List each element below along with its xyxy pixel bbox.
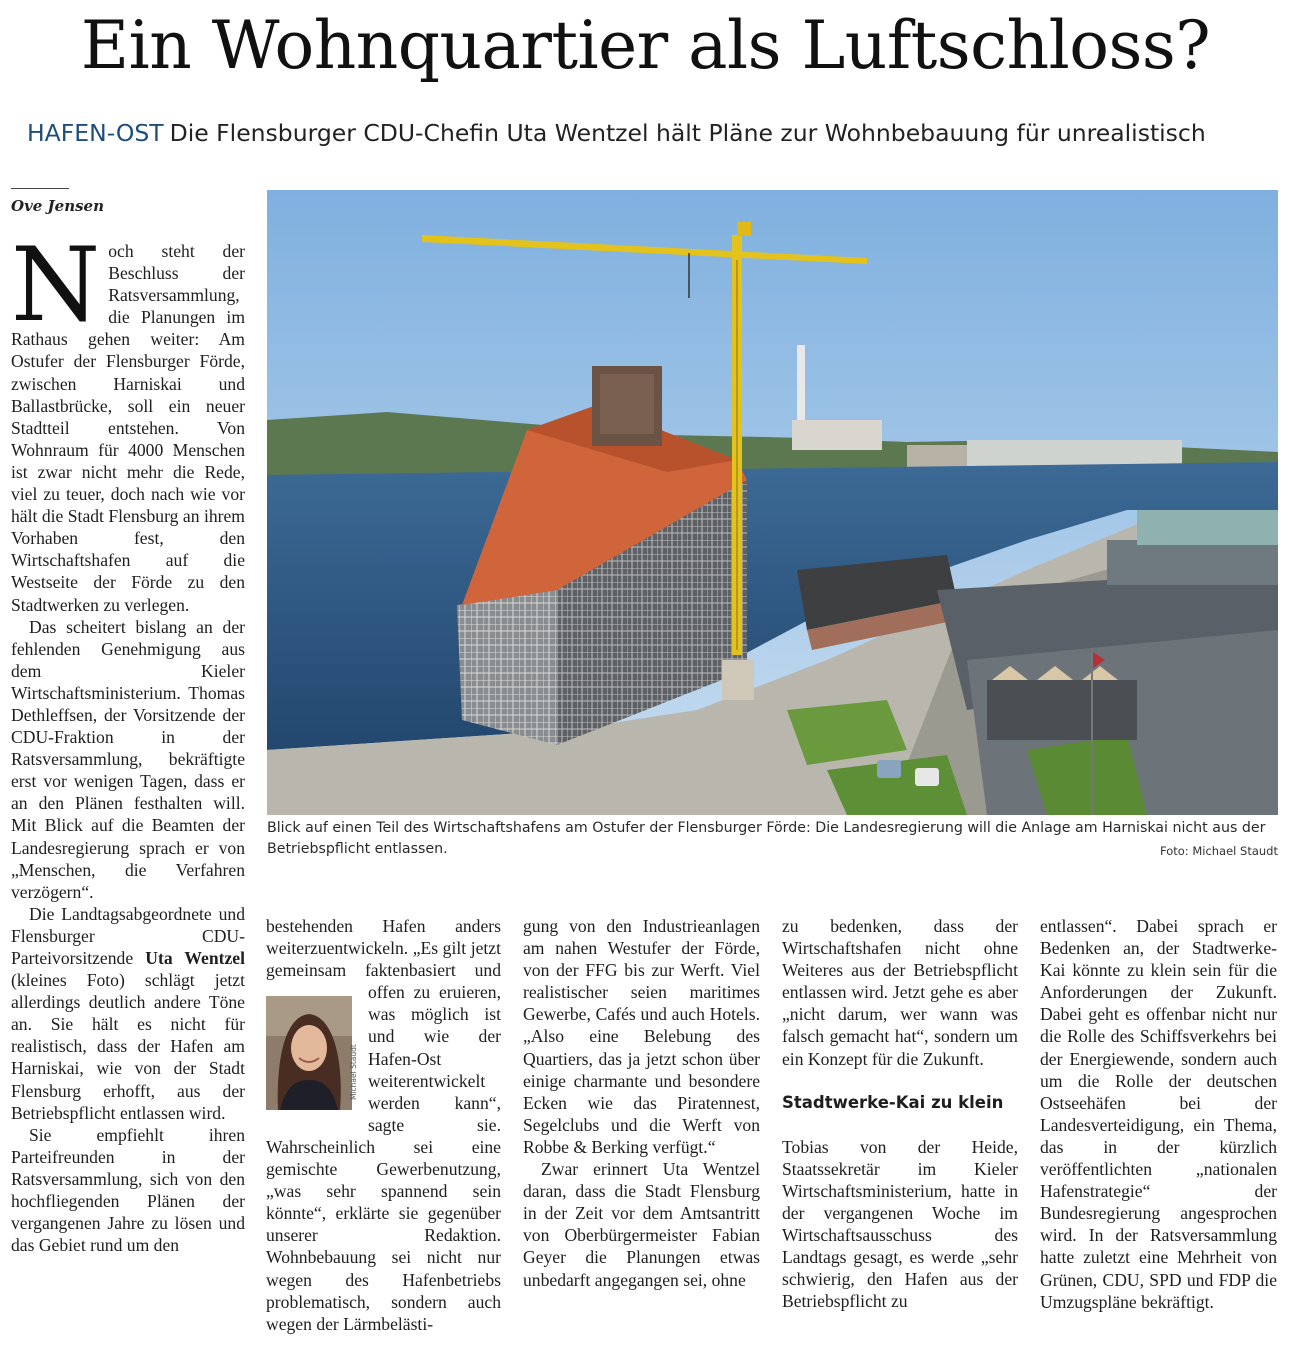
portrait-photo <box>266 996 352 1110</box>
subheading: Stadtwerke-Kai zu klein <box>782 1092 1004 1112</box>
kicker: HAFEN-OST <box>27 119 164 147</box>
article-column-4 <box>782 915 1018 1312</box>
portrait-credit: Michael Staudt <box>349 1044 358 1100</box>
headline: Ein Wohnquartier als Luftschloss? <box>80 7 1211 84</box>
article-column-3 <box>523 915 760 1291</box>
photo-credit: Foto: Michael Staudt <box>1160 844 1278 858</box>
subline <box>27 116 1277 150</box>
photo-caption: Blick auf einen Teil des Wirtschaftshafens am Ostufer der Flensburger Förde: Die Landesregierung will die Anlage am Harniskai nicht aus der Betriebspflicht entlassen. <box>267 820 1266 857</box>
paragraph: Sie empfiehlt ihren Parteifreunden in der Ratsversammlung, sich von den hochfliegenden Plänen der vergangenen Jahre zu lösen und das Gebiet rund um den <box>11 1124 245 1256</box>
subline-text: Die Flensburger CDU-Chefin Uta Wentzel hält Pläne zur Wohnbebauung für unrealistisch <box>169 119 1206 147</box>
paragraph: Tobias von der Heide, Staatssekretär im Kieler Wirtschaftsministerium, hatte in der vergangenen Woche im Wirtschaftsausschuss des Landtags gesagt, es werde „sehr schwierig, den Hafen aus der Betriebspflicht zu <box>782 1136 1018 1312</box>
paragraph-text: (kleines Foto) schlägt jetzt allerdings deutlich andere Töne an. Sie hält es nicht für realistisch, dass der Hafen am Harniskai, wie von der Stadt Flensburg erhofft, aus der Betriebspflicht entlassen wird. <box>11 970 245 1123</box>
article-column-1 <box>11 226 245 1256</box>
paragraph-text: Die Landtagsabgeordnete und Flensburger CDU-Parteivorsitzende <box>11 903 245 968</box>
article-column-5 <box>1040 915 1277 1313</box>
paragraph <box>11 226 245 616</box>
paragraph: Das scheitert bislang an der fehlenden Genehmigung aus dem Kieler Wirtschaftsministerium. Thomas Dethleffsen, der Vorsitzende der CDU-Fraktion in der Ratsversammlung, bekräftigte erst vor wenigen Tagen, dass er an den Plänen festhalten will. Mit Blick auf die Beamten der Landesregierung sprach er von „Menschen, die Verfahren verzögern“. <box>11 616 245 902</box>
paragraph: gung von den Industrieanlagen am nahen Westufer der Förde, von der FFG bis zur Werft. Viel realistischer seien maritimes Gewerbe, Cafés und auch Hotels. „Also eine Belebung des Quartiers, das ja jetzt schon über einige charmante und besondere Ecken wie das Piratennest, Segelclubs und die Werft von Robbe & Berking verfügt.“ <box>523 916 760 1157</box>
paragraph: entlassen“. Dabei sprach er Bedenken an, der Stadtwerke-Kai könnte zu klein sein für die Anforderungen der Zukunft. Dabei geht es offenbar nicht nur die Rolle des Schiffsverkehrs bei der Energiewende, sondern auch um die Rolle der deutschen Ostseehäfen bei der Landesverteidigung, ein Thema, das in der kürzlich veröffentlichten „nationalen Hafenstrategie“ der Bundesregierung angesprochen wird. In der Ratsversammlung hatte zuletzt eine Mehrheit von Grünen, CDU, SPD und FDP die Umzugspläne bekräftigt. <box>1040 916 1277 1312</box>
paragraph <box>11 903 245 1124</box>
paragraph-text: och steht der Beschluss der Ratsversammlung, die Planungen im Rathaus gehen weiter: Am Ostufer der Flensburger Förde, zwischen Harniskai und Ballastbrücke, soll ein neuer Stadtteil entstehen. Von Wohnraum für 4000 Menschen ist zwar nicht mehr die Rede, viel zu teuer, doch nach wie vor hält die Stadt Flensburg an ihrem Vorhaben fest, den Wirtschaftshafen auf die Westseite der Förde zu den Stadtwerken zu verlegen. <box>11 241 245 615</box>
paragraph: zu bedenken, dass der Wirtschaftshafen nicht ohne Weiteres aus der Betriebspflicht entlassen wird. Jetzt gehe es aber „nicht darum, wer wann was falsch gemacht hat“, sondern um ein Konzept für die Zukunft. <box>782 916 1018 1069</box>
author-byline: Ove Jensen <box>11 197 104 215</box>
article-column-2 <box>266 915 501 1335</box>
person-name: Uta Wentzel <box>145 948 245 968</box>
drop-cap: N <box>11 226 101 345</box>
paragraph: bestehenden Hafen anders weiterzuentwickeln. „Es gilt jetzt gemeinsam faktenbasiert und offen zu eruieren, was möglich ist und wie der Hafen-Ost weiterentwickelt werden kann“, sagte sie. Wahrscheinlich sei eine gemischte Gewerbenutzung, „was sehr spannend sein könnte“, erklärte sie gegenüber unserer Redaktion. Wohnbebauung sei nicht nur wegen des Hafenbetriebs problematisch, sondern auch wegen der Lärmbelästi- <box>266 916 501 1334</box>
paragraph: Zwar erinnert Uta Wentzel daran, dass die Stadt Flensburg in der Zeit vor dem Amtsantritt von Oberbürgermeister Fabian Geyer die Planungen etwas unbedarft angegangen sei, ohne <box>523 1159 760 1290</box>
author-rule <box>11 188 69 189</box>
harbor-photo <box>267 190 1278 815</box>
